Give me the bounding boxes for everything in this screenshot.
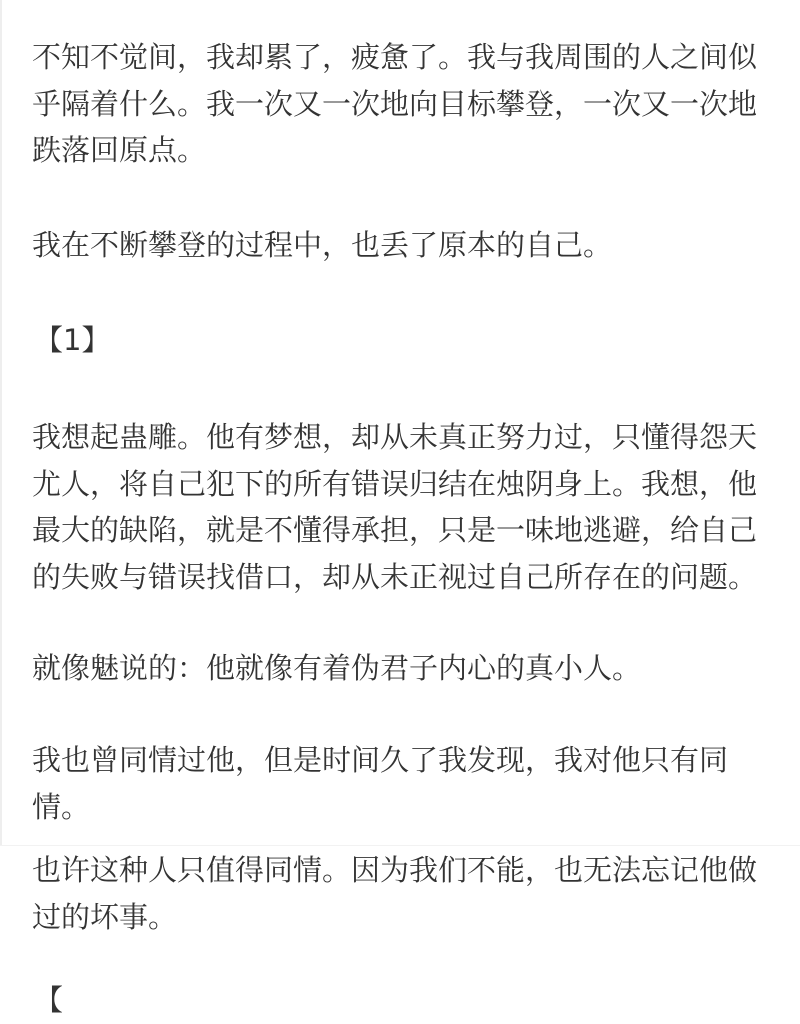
paragraph-2	[32, 222, 612, 269]
paragraph-4	[32, 645, 641, 692]
paragraph-5	[32, 737, 728, 830]
text-line: 过的坏事。	[32, 899, 178, 934]
text-line: 就像魅说的：他就像有着伪君子内心的真小人。	[32, 651, 642, 685]
section-heading-2-partial	[34, 977, 63, 1024]
paragraph-6	[32, 847, 757, 940]
text-line: 跌落回原点。	[32, 133, 207, 167]
text-line: 乎隔着什么。我一次又一次地向目标攀登，一次又一次地	[32, 86, 758, 121]
paragraph-1	[32, 34, 757, 174]
text-line: 情。	[32, 789, 91, 824]
image-seam	[0, 845, 800, 846]
text-line: 也许这种人只值得同情。因为我们不能，也无法忘记他做	[32, 853, 758, 887]
text-line: 尤人，将自己犯下的所有错误归结在烛阴身上。我想，他	[32, 466, 758, 501]
text-line: 我想起蛊雕。他有梦想，却从未真正努力过，只懂得怨天	[32, 420, 758, 454]
left-edge	[0, 0, 2, 845]
text-line: 【1】	[34, 323, 111, 357]
section-heading-1	[34, 317, 110, 364]
text-line: 不知不觉间，我却累了，疲惫了。我与我周围的人之间似	[32, 40, 758, 74]
text-line: 我在不断攀登的过程中，也丢了原本的自己。	[32, 228, 613, 262]
paragraph-3	[32, 414, 757, 600]
text-line: 的失败与错误找借口，却从未正视过自己所存在的问题。	[32, 559, 758, 594]
text-line: 我也曾同情过他，但是时间久了我发现，我对他只有同	[32, 743, 729, 777]
text-line: 最大的缺陷，就是不懂得承担，只是一味地逃避，给自己	[32, 513, 758, 547]
text-line: 【	[34, 983, 64, 1017]
